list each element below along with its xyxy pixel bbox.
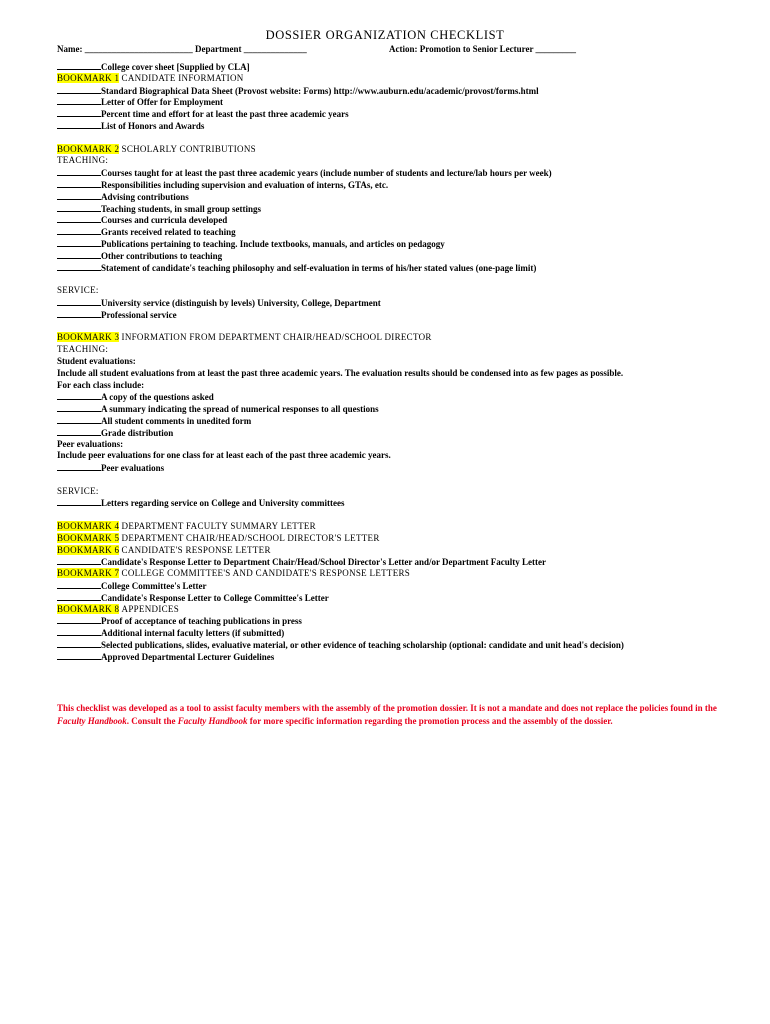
checklist-item[interactable]: Additional internal faculty letters (if submitted) <box>57 627 757 639</box>
subsection-label: Student evaluations: <box>57 355 136 366</box>
bookmark-title: DEPARTMENT FACULTY SUMMARY LETTER <box>121 521 316 532</box>
checklist-item[interactable]: Courses and curricula developed <box>57 214 757 226</box>
checklist-item[interactable]: Publications pertaining to teaching. Include textbooks, manuals, and articles on pedagogy <box>57 238 757 250</box>
bookmark-tag: BOOKMARK 7 <box>57 568 120 579</box>
checklist-item[interactable]: List of Honors and Awards <box>57 120 757 132</box>
checklist-body <box>57 61 757 663</box>
checklist-item[interactable]: Proof of acceptance of teaching publications in press <box>57 615 757 627</box>
check-blank[interactable] <box>57 179 101 188</box>
check-blank[interactable] <box>57 262 101 271</box>
checklist-item[interactable]: All student comments in unedited form <box>57 415 757 427</box>
section-label: TEACHING: <box>57 155 109 166</box>
checklist-item[interactable]: Other contributions to teaching <box>57 250 757 262</box>
check-blank[interactable] <box>57 250 101 259</box>
checklist-item[interactable]: Advising contributions <box>57 191 757 203</box>
document-title: DOSSIER ORGANIZATION CHECKLIST <box>265 28 505 42</box>
bookmark-title: DEPARTMENT CHAIR/HEAD/SCHOOL DIRECTOR'S LETTER <box>121 532 380 543</box>
subsection-label: For each class include: <box>57 379 145 390</box>
bookmark-3-heading <box>57 332 757 344</box>
checklist-item[interactable]: Candidate's Response Letter to Department Chair/Head/School Director's Letter and/or Department Faculty Letter <box>57 556 757 568</box>
check-blank[interactable] <box>57 497 101 506</box>
checklist-item[interactable]: Letter of Offer for Employment <box>57 96 757 108</box>
instruction-text: Include all student evaluations from at least the past three academic years. The evaluation results should be condensed into as few pages as possible. <box>57 367 624 378</box>
bookmark-1-heading <box>57 73 757 85</box>
bookmark-7-heading <box>57 568 757 580</box>
check-blank[interactable] <box>57 462 101 471</box>
checklist-item[interactable]: College cover sheet [Supplied by CLA] <box>57 61 757 73</box>
bookmark-title: INFORMATION FROM DEPARTMENT CHAIR/HEAD/SCHOOL DIRECTOR <box>121 332 432 343</box>
bookmark-tag: BOOKMARK 5 <box>57 532 120 543</box>
check-blank[interactable] <box>57 580 101 589</box>
check-blank[interactable] <box>57 556 101 565</box>
checklist-item[interactable]: Candidate's Response Letter to College Committee's Letter <box>57 592 757 604</box>
bookmark-tag: BOOKMARK 6 <box>57 544 120 555</box>
bookmark-tag: BOOKMARK 3 <box>57 332 120 343</box>
checklist-item[interactable]: Percent time and effort for at least the past three academic years <box>57 108 757 120</box>
bookmark-tag: BOOKMARK 4 <box>57 521 120 532</box>
header-fields <box>57 44 717 54</box>
checklist-item[interactable]: Professional service <box>57 309 757 321</box>
faculty-handbook-ref: Faculty Handbook <box>177 715 248 726</box>
check-blank[interactable] <box>57 191 101 200</box>
checklist-item[interactable]: A summary indicating the spread of numerical responses to all questions <box>57 403 757 415</box>
instruction-text: Include peer evaluations for one class for at least each of the past three academic years. <box>57 450 391 461</box>
checklist-item[interactable]: Grants received related to teaching <box>57 226 757 238</box>
check-blank[interactable] <box>57 639 101 648</box>
check-blank[interactable] <box>57 61 101 70</box>
bookmark-8-heading <box>57 604 757 616</box>
check-blank[interactable] <box>57 391 101 400</box>
check-blank[interactable] <box>57 203 101 212</box>
check-blank[interactable] <box>57 627 101 636</box>
bookmark-title: CANDIDATE INFORMATION <box>121 72 244 83</box>
faculty-handbook-ref: Faculty Handbook <box>57 715 127 726</box>
check-blank[interactable] <box>57 214 101 223</box>
bookmark-title: CANDIDATE'S RESPONSE LETTER <box>121 544 271 555</box>
bookmark-5-heading <box>57 533 757 545</box>
bookmark-2-heading <box>57 144 757 156</box>
check-blank[interactable] <box>57 403 101 412</box>
bookmark-title: COLLEGE COMMITTEE'S AND CANDIDATE'S RESPONSE LETTERS <box>121 568 411 579</box>
check-blank[interactable] <box>57 167 101 176</box>
section-label: SERVICE: <box>57 285 99 296</box>
bookmark-title: SCHOLARLY CONTRIBUTIONS <box>121 143 256 154</box>
checklist-item[interactable]: Peer evaluations <box>57 462 757 474</box>
checklist-item[interactable]: Teaching students, in small group settings <box>57 203 757 215</box>
checklist-item[interactable]: Approved Departmental Lecturer Guidelines <box>57 651 757 663</box>
checklist-item[interactable]: Responsibilities including supervision and evaluation of interns, GTAs, etc. <box>57 179 757 191</box>
checklist-item[interactable]: Selected publications, slides, evaluative material, or other evidence of teaching scholarship (optional: candidate and unit head's decision) <box>57 639 757 651</box>
check-blank[interactable] <box>57 120 101 129</box>
check-blank[interactable] <box>57 297 101 306</box>
check-blank[interactable] <box>57 309 101 318</box>
check-blank[interactable] <box>57 238 101 247</box>
checklist-item[interactable]: Statement of candidate's teaching philosophy and self-evaluation in terms of his/her stated values (one-page limit) <box>57 262 757 274</box>
section-label: TEACHING: <box>57 344 109 355</box>
name-department-field[interactable]: Name: ________________________ Department ______________ <box>57 44 307 54</box>
checklist-item[interactable]: Grade distribution <box>57 427 757 439</box>
check-blank[interactable] <box>57 651 101 660</box>
check-blank[interactable] <box>57 96 101 105</box>
check-blank[interactable] <box>57 108 101 117</box>
check-blank[interactable] <box>57 427 101 436</box>
bookmark-4-heading <box>57 521 757 533</box>
action-field[interactable]: Action: Promotion to Senior Lecturer _________ <box>389 44 577 54</box>
bookmark-tag: BOOKMARK 1 <box>57 72 120 83</box>
checklist-item[interactable]: A copy of the questions asked <box>57 391 757 403</box>
check-blank[interactable] <box>57 85 101 94</box>
bookmark-6-heading <box>57 545 757 557</box>
checklist-item[interactable]: College Committee's Letter <box>57 580 757 592</box>
checklist-item[interactable]: Standard Biographical Data Sheet (Provost website: Forms) http://www.auburn.edu/academic/provost/forms.html <box>57 85 757 97</box>
checklist-item[interactable]: Courses taught for at least the past three academic years (include number of students and lecture/lab hours per week) <box>57 167 757 179</box>
checklist-item[interactable]: Letters regarding service on College and University committees <box>57 497 757 509</box>
bookmark-tag: BOOKMARK 2 <box>57 143 120 154</box>
disclaimer-note: This checklist was developed as a tool to assist faculty members with the assembly of the promotion dossier. It is not a mandate and does not replace the policies found in the Faculty Handbook. Consult the Faculty Handbook for more specific information regarding the promotion process and the assembly of the dossier. <box>57 703 717 726</box>
section-label: SERVICE: <box>57 485 99 496</box>
check-blank[interactable] <box>57 415 101 424</box>
check-blank[interactable] <box>57 615 101 624</box>
checklist-item[interactable]: University service (distinguish by levels) University, College, Department <box>57 297 757 309</box>
subsection-label: Peer evaluations: <box>57 438 124 449</box>
check-blank[interactable] <box>57 226 101 235</box>
check-blank[interactable] <box>57 592 101 601</box>
bookmark-title: APPENDICES <box>121 603 180 614</box>
bookmark-tag: BOOKMARK 8 <box>57 603 120 614</box>
